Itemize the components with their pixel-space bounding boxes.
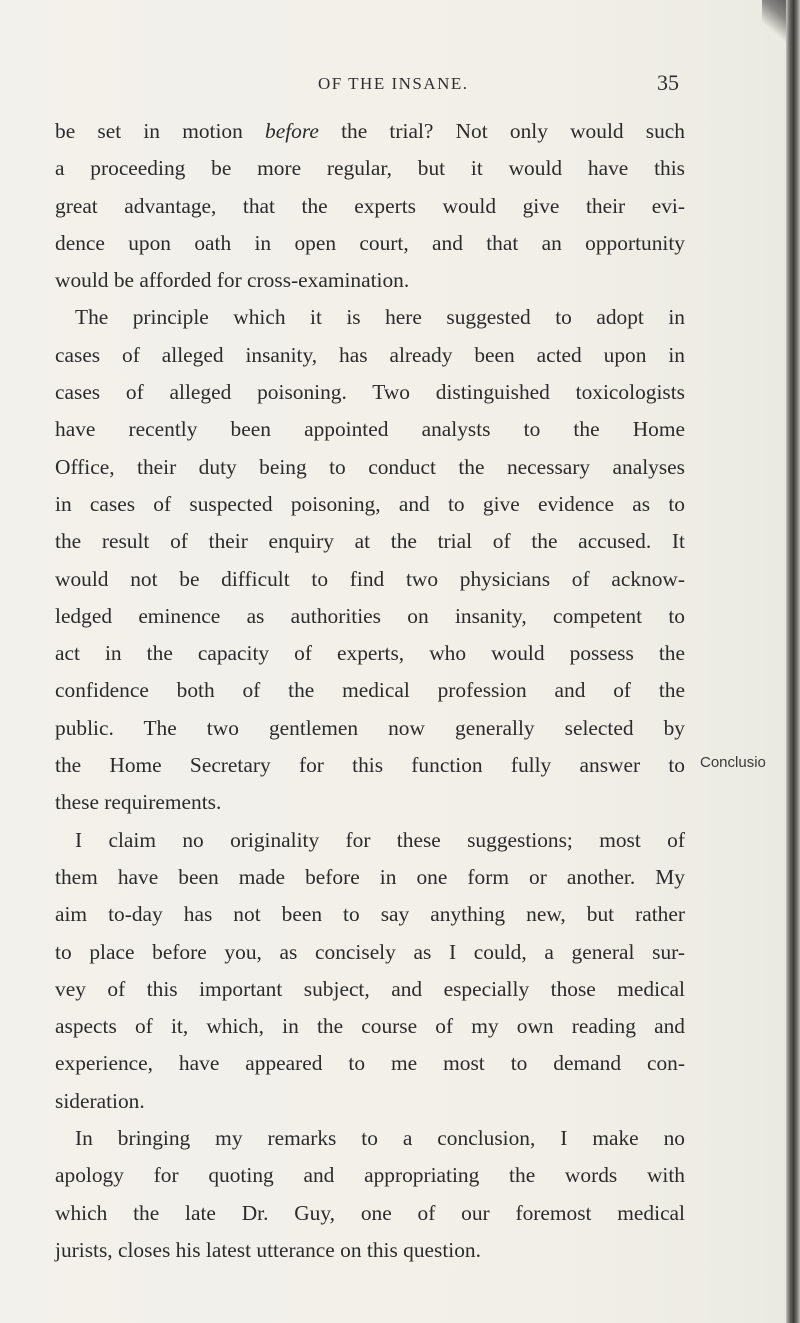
emphasis: before <box>265 119 319 143</box>
text-line: great advantage, that the experts would give their evi- <box>55 193 685 218</box>
text-line: aspects of it, which, in the course of my own reading and <box>55 1014 685 1039</box>
text-line: vey of this important subject, and especially those medical <box>55 976 685 1001</box>
text-line: dence upon oath in open court, and that an opportunity <box>55 230 685 255</box>
text-line: public. The two gentlemen now generally selected by <box>55 715 685 740</box>
text-line: the result of their enquiry at the trial of the accused. It <box>55 529 685 554</box>
running-head: OF THE INSANE. <box>318 74 469 93</box>
text-line: Office, their duty being to conduct the necessary analyses <box>55 454 685 479</box>
text-line: which the late Dr. Guy, one of our foremost medical <box>55 1200 685 1225</box>
text-line: ledged eminence as authorities on insanity, competent to <box>55 603 685 628</box>
text-line: cases of alleged insanity, has already been acted upon in <box>55 342 685 367</box>
page-number: 35 <box>657 70 679 95</box>
text-line: In bringing my remarks to a conclusion, I make no <box>75 1126 685 1151</box>
text-line: a proceeding be more regular, but it would have this <box>55 156 685 181</box>
body-text <box>55 113 685 1269</box>
text-line: aim to-day has not been to say anything new, but rather <box>55 902 685 927</box>
text-line: would be afforded for cross-examination. <box>55 268 410 293</box>
text-line: these requirements. <box>55 790 222 815</box>
text-line: confidence both of the medical profession and of the <box>55 678 685 703</box>
text-line: The principle which it is here suggested to adopt in <box>75 305 685 330</box>
text-line: sideration. <box>55 1088 145 1113</box>
text-line: I claim no originality for these suggestions; most of <box>75 827 685 852</box>
margin-note: Conclusio <box>700 754 766 771</box>
text-line: have recently been appointed analysts to the Home <box>55 417 685 442</box>
text-line: act in the capacity of experts, who would possess the <box>55 641 685 666</box>
text-line: to place before you, as concisely as I could, a general sur- <box>55 939 685 964</box>
text-line: in cases of suspected poisoning, and to give evidence as to <box>55 491 685 516</box>
text-line: experience, have appeared to me most to demand con- <box>55 1051 685 1076</box>
text-line: would not be difficult to find two physicians of acknow- <box>55 566 685 591</box>
text-line: the Home Secretary for this function fully answer to <box>55 753 685 778</box>
text-line: jurists, closes his latest utterance on this question. <box>55 1237 481 1262</box>
book-spine-edge <box>786 0 800 1323</box>
text-line: apology for quoting and appropriating the words with <box>55 1163 685 1188</box>
text-line: them have been made before in one form or another. My <box>55 864 685 889</box>
text-line: be set in motion before the trial? Not only would such <box>55 119 685 143</box>
text-line: cases of alleged poisoning. Two distinguished toxicologists <box>55 380 685 405</box>
